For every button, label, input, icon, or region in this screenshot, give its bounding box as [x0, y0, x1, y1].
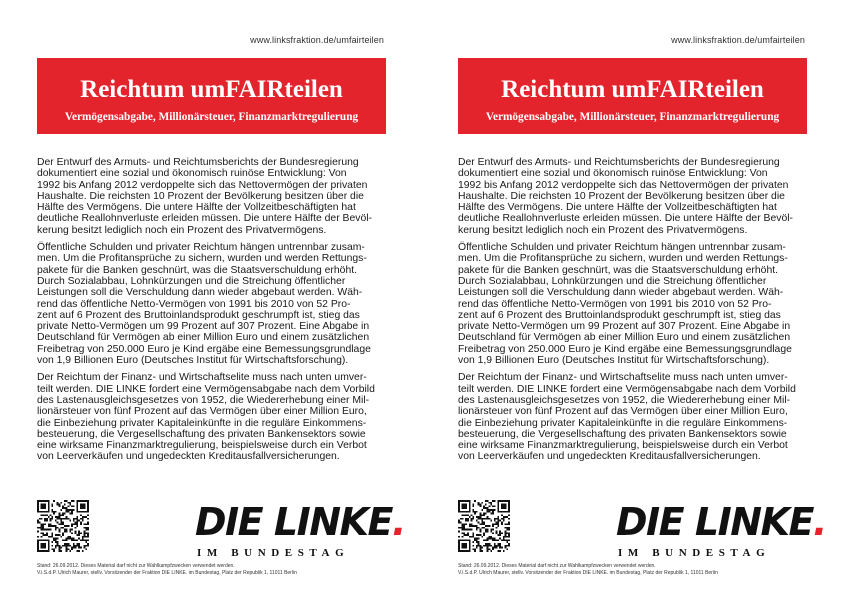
text-line: men. Um die Profitansprüche zu sichern, wurden und werden Rettungs-: [37, 253, 367, 265]
paragraph: [37, 242, 386, 366]
text-line: dokumentiert eine sozial und ökonomisch ruinöse Entwicklung: Von: [37, 168, 347, 180]
text-line: besteuerung, die Vergesellschaftung des privaten Bankensektors sowie: [37, 428, 366, 440]
text-line: Der Entwurf des Armuts- und Reichtumsberichts der Bundesregierung: [458, 157, 780, 168]
text-line: Der Reichtum der Finanz- und Wirtschaftselite muss nach unten umver-: [458, 372, 788, 384]
logo-wordmark: DIE LINKE.: [195, 500, 405, 544]
text-line: kerung besitzt lediglich noch ein Prozent des Privatvermögens.: [37, 224, 327, 236]
text-line: rend das öffentliche Netto-Vermögen von 1991 bis 2010 von 52 Pro-: [458, 298, 772, 310]
text-line: Der Entwurf des Armuts- und Reichtumsberichts der Bundesregierung: [37, 157, 359, 168]
paragraph: [458, 372, 807, 462]
text-line: Freibetrag von 250.000 Euro je Kind ergäbe eine Bemessungsgrundlage: [37, 343, 371, 355]
text-line: eine wirksame Finanzmarktregulierung, beispielsweise durch ein Verbot: [37, 440, 367, 452]
text-line: lionärsteuer von fünf Prozent auf das Vermögen über einer Million Euro,: [37, 406, 367, 418]
text-line: Leistungen soll die Verschuldung dann wieder abgebaut werden. Wäh-: [458, 287, 784, 299]
paragraph: [37, 157, 386, 236]
text-line: 1992 bis Anfang 2012 verdoppelte sich das Nettovermögen der privaten: [37, 179, 368, 191]
flyer-subtitle: Vermögensabgabe, Millionärsteuer, Finanzmarktregulierung: [64, 111, 359, 123]
text-line: des Lastenausgleichsgesetzes von 1952, die Wiedererhebung einer Mil-: [37, 394, 370, 406]
paragraph: [37, 372, 386, 462]
paragraph: [458, 242, 807, 366]
text-line: von 1,9 Billionen Euro (Deutsches Institut für Wirtschaftsforschung).: [37, 355, 349, 367]
text-line: Hälfte des Vermögens. Die untere Hälfte der Vollzeitbeschäftigten hat: [37, 202, 356, 214]
text-line: Durch Sozialabbau, Lohnkürzungen und die Streichung öffentlicher: [37, 275, 346, 287]
text-line: 1992 bis Anfang 2012 verdoppelte sich das Nettovermögen der privaten: [458, 179, 789, 191]
text-line: teilt werden. DIE LINKE fordert eine Vermögensabgabe nach dem Vorbild: [37, 383, 375, 395]
website-url: www.linksfraktion.de/umfairteilen: [671, 35, 805, 45]
text-line: private Netto-Vermögen um 99 Prozent auf 307 Prozent. Eine Abgabe in: [458, 321, 791, 333]
flyer-subtitle: Vermögensabgabe, Millionärsteuer, Finanzmarktregulierung: [485, 111, 780, 123]
text-line: dokumentiert eine sozial und ökonomisch ruinöse Entwicklung: Von: [458, 168, 768, 180]
website-url: www.linksfraktion.de/umfairteilen: [250, 35, 384, 45]
text-line: zent auf 6 Prozent des Bruttoinlandsprodukt geschrumpft ist, stieg das: [37, 309, 360, 321]
text-line: von Leerverkäufen und ungedeckten Kreditausfallversicherungen.: [458, 451, 761, 463]
text-line: deutliche Reallohnverluste erleiden müssen. Die untere Hälfte der Bevöl-: [37, 213, 372, 225]
text-line: Öffentliche Schulden und privater Reichtum hängen untrennbar zusam-: [458, 242, 786, 254]
text-line: zent auf 6 Prozent des Bruttoinlandsprodukt geschrumpft ist, stieg das: [458, 309, 781, 321]
text-line: die Einbeziehung privater Kapitaleinkünfte in die reguläre Einkommens-: [458, 417, 788, 429]
text-line: eine wirksame Finanzmarktregulierung, beispielsweise durch ein Verbot: [458, 440, 788, 452]
footnote: [37, 563, 337, 576]
text-line: men. Um die Profitansprüche zu sichern, wurden und werden Rettungs-: [458, 253, 788, 265]
text-line: lionärsteuer von fünf Prozent auf das Vermögen über einer Million Euro,: [458, 406, 788, 418]
text-line: Deutschland für Vermögen ab einer Million Euro und einem zusätzlichen: [458, 332, 791, 344]
footnote-line: Stand: 26.09.2012. Dieses Material darf nicht zur Wahlkampfzwecken verwendet werden.: [458, 563, 656, 569]
footnote-line: Stand: 26.09.2012. Dieses Material darf nicht zur Wahlkampfzwecken verwendet werden.: [37, 563, 235, 569]
footnote: [458, 563, 758, 576]
text-line: rend das öffentliche Netto-Vermögen von 1991 bis 2010 von 52 Pro-: [37, 298, 351, 310]
text-line: besteuerung, die Vergesellschaftung des privaten Bankensektors sowie: [458, 428, 787, 440]
text-line: Der Reichtum der Finanz- und Wirtschaftselite muss nach unten umver-: [37, 372, 367, 384]
text-line: private Netto-Vermögen um 99 Prozent auf 307 Prozent. Eine Abgabe in: [37, 321, 370, 333]
paragraph: [458, 157, 807, 236]
logo-subline: IM BUNDESTAG: [618, 547, 771, 559]
text-line: teilt werden. DIE LINKE fordert eine Vermögensabgabe nach dem Vorbild: [458, 383, 796, 395]
text-line: von Leerverkäufen und ungedeckten Kreditausfallversicherungen.: [37, 451, 340, 463]
body-text: [458, 157, 807, 469]
text-line: pakete für die Banken geschnürt, was die Staatsverschuldung erhöht.: [458, 264, 778, 276]
logo-subline: IM BUNDESTAG: [197, 547, 350, 559]
text-line: pakete für die Banken geschnürt, was die Staatsverschuldung erhöht.: [37, 264, 357, 276]
text-line: kerung besitzt lediglich noch ein Prozent des Privatvermögens.: [458, 224, 748, 236]
text-line: Haushalte. Die reichsten 10 Prozent der Bevölkerung besitzen über die: [458, 190, 785, 202]
flyer-title: Reichtum umFAIRteilen: [80, 76, 343, 103]
text-line: Hälfte des Vermögens. Die untere Hälfte der Vollzeitbeschäftigten hat: [458, 202, 777, 214]
qr-code-icon: [458, 500, 510, 552]
title-banner: [458, 58, 807, 134]
footnote-line: V.i.S.d.P. Ulrich Maurer, stellv. Vorsitzender der Fraktion DIE LINKE. im Bundestag, Platz der Republik 1, 11011 Berlin: [458, 569, 718, 576]
text-line: von 1,9 Billionen Euro (Deutsches Institut für Wirtschaftsforschung).: [458, 355, 770, 367]
body-text: [37, 157, 386, 469]
title-banner: [37, 58, 386, 134]
text-line: Leistungen soll die Verschuldung dann wieder abgebaut werden. Wäh-: [37, 287, 363, 299]
text-line: Durch Sozialabbau, Lohnkürzungen und die Streichung öffentlicher: [458, 275, 767, 287]
text-line: Deutschland für Vermögen ab einer Million Euro und einem zusätzlichen: [37, 332, 370, 344]
text-line: die Einbeziehung privater Kapitaleinkünfte in die reguläre Einkommens-: [37, 417, 367, 429]
die-linke-logo: [616, 500, 826, 544]
flyer-title: Reichtum umFAIRteilen: [501, 76, 764, 103]
text-line: Öffentliche Schulden und privater Reichtum hängen untrennbar zusam-: [37, 242, 365, 254]
text-line: Freibetrag von 250.000 Euro je Kind ergäbe eine Bemessungsgrundlage: [458, 343, 792, 355]
footnote-line: V.i.S.d.P. Ulrich Maurer, stellv. Vorsitzender der Fraktion DIE LINKE. im Bundestag, Platz der Republik 1, 11011 Berlin: [37, 569, 297, 576]
die-linke-logo: [195, 500, 405, 544]
text-line: des Lastenausgleichsgesetzes von 1952, die Wiedererhebung einer Mil-: [458, 394, 791, 406]
flyer-page-right: [421, 0, 842, 595]
logo-wordmark: DIE LINKE.: [616, 500, 826, 544]
qr-code-icon: [37, 500, 89, 552]
text-line: Haushalte. Die reichsten 10 Prozent der Bevölkerung besitzen über die: [37, 190, 364, 202]
text-line: deutliche Reallohnverluste erleiden müssen. Die untere Hälfte der Bevöl-: [458, 213, 793, 225]
